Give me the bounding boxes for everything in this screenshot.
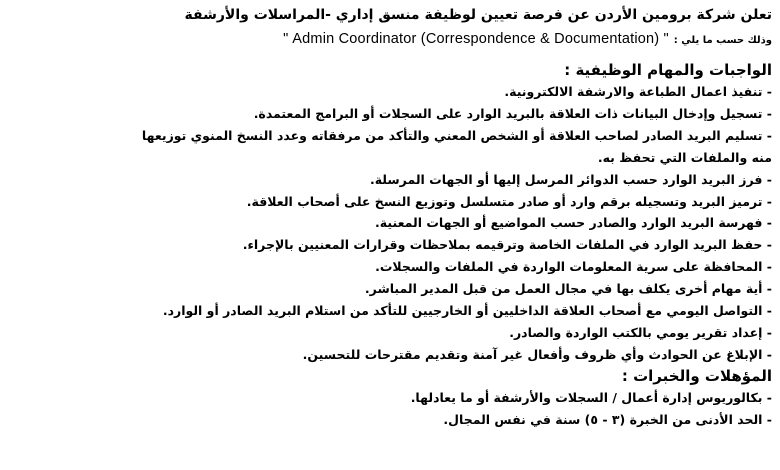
- list-item: - الحد الأدنى من الخبرة (٣ - ٥) سنة في نفس المجال.: [443, 411, 772, 427]
- list-item: - إعداد تقرير يومي بالكتب الواردة والصادر.: [509, 324, 772, 340]
- qualifications-list: [10, 387, 772, 431]
- list-item: - تنفيذ اعمال الطباعة والارشفة الالكترونية.: [504, 84, 772, 99]
- list-item: - بكالوريوس إدارة أعمال / السجلات والأرشفة أو ما يعادلها.: [410, 389, 772, 405]
- list-item: - فهرسة البريد الوارد والصادر حسب المواضيع أو الجهات المعنية.: [375, 215, 772, 231]
- list-item: - ترميز البريد وتسجيله برقم وارد أو صادر متسلسل وتوزيع النسخ على أصحاب العلاقة.: [246, 193, 772, 209]
- duties-heading: الواجبات والمهام الوظيفية :: [564, 61, 772, 79]
- list-item: - فرز البريد الوارد حسب الدوائر المرسل إليها أو الجهات المرسلة.: [369, 171, 772, 187]
- list-item: - تسجيل وإدخال البيانات ذات العلاقة بالبريد الوارد على السجلات أو البرامج المعتمدة.: [253, 105, 772, 121]
- list-item: - الإبلاغ عن الحوادث وأي ظروف وأفعال غير آمنة وتقديم مقترحات للتحسين.: [302, 346, 772, 362]
- list-item: - تسليم البريد الصادر لصاحب العلاقة أو الشخص المعني والتأكد من مرفقاته وعدد النسخ المنوي توزيعها: [141, 127, 772, 143]
- list-item: - المحافظة على سرية المعلومات الواردة في الملفات والسجلات.: [375, 259, 772, 275]
- duties-list: [10, 81, 772, 366]
- list-item: - أية مهام أخرى يكلف بها في مجال العمل من قبل المدير المباشر.: [364, 281, 772, 297]
- job-title-en: " Admin Coordinator (Correspondence & Documentation) ": [283, 31, 669, 47]
- intro-tail: وذلك حسب ما يلي :: [673, 35, 772, 46]
- intro-line: تعلن شركة برومين الأردن عن فرصة تعيين لوظيفة منسق إداري -المراسلات والأرشفة: [184, 7, 772, 23]
- list-item: - حفظ البريد الوارد في الملفات الخاصة وترقيمه بملاحظات وقرارات المعنيين بالإجراء.: [242, 237, 772, 253]
- list-item: منه والملفات التي تحفظ به.: [597, 149, 772, 165]
- job-title-line: [10, 26, 772, 52]
- qualifications-heading: المؤهلات والخبرات :: [621, 366, 772, 385]
- list-item: - التواصل اليومي مع أصحاب العلاقة الداخليين أو الخارجيين للتأكد من استلام البريد الصادر أو الوارد.: [162, 303, 772, 319]
